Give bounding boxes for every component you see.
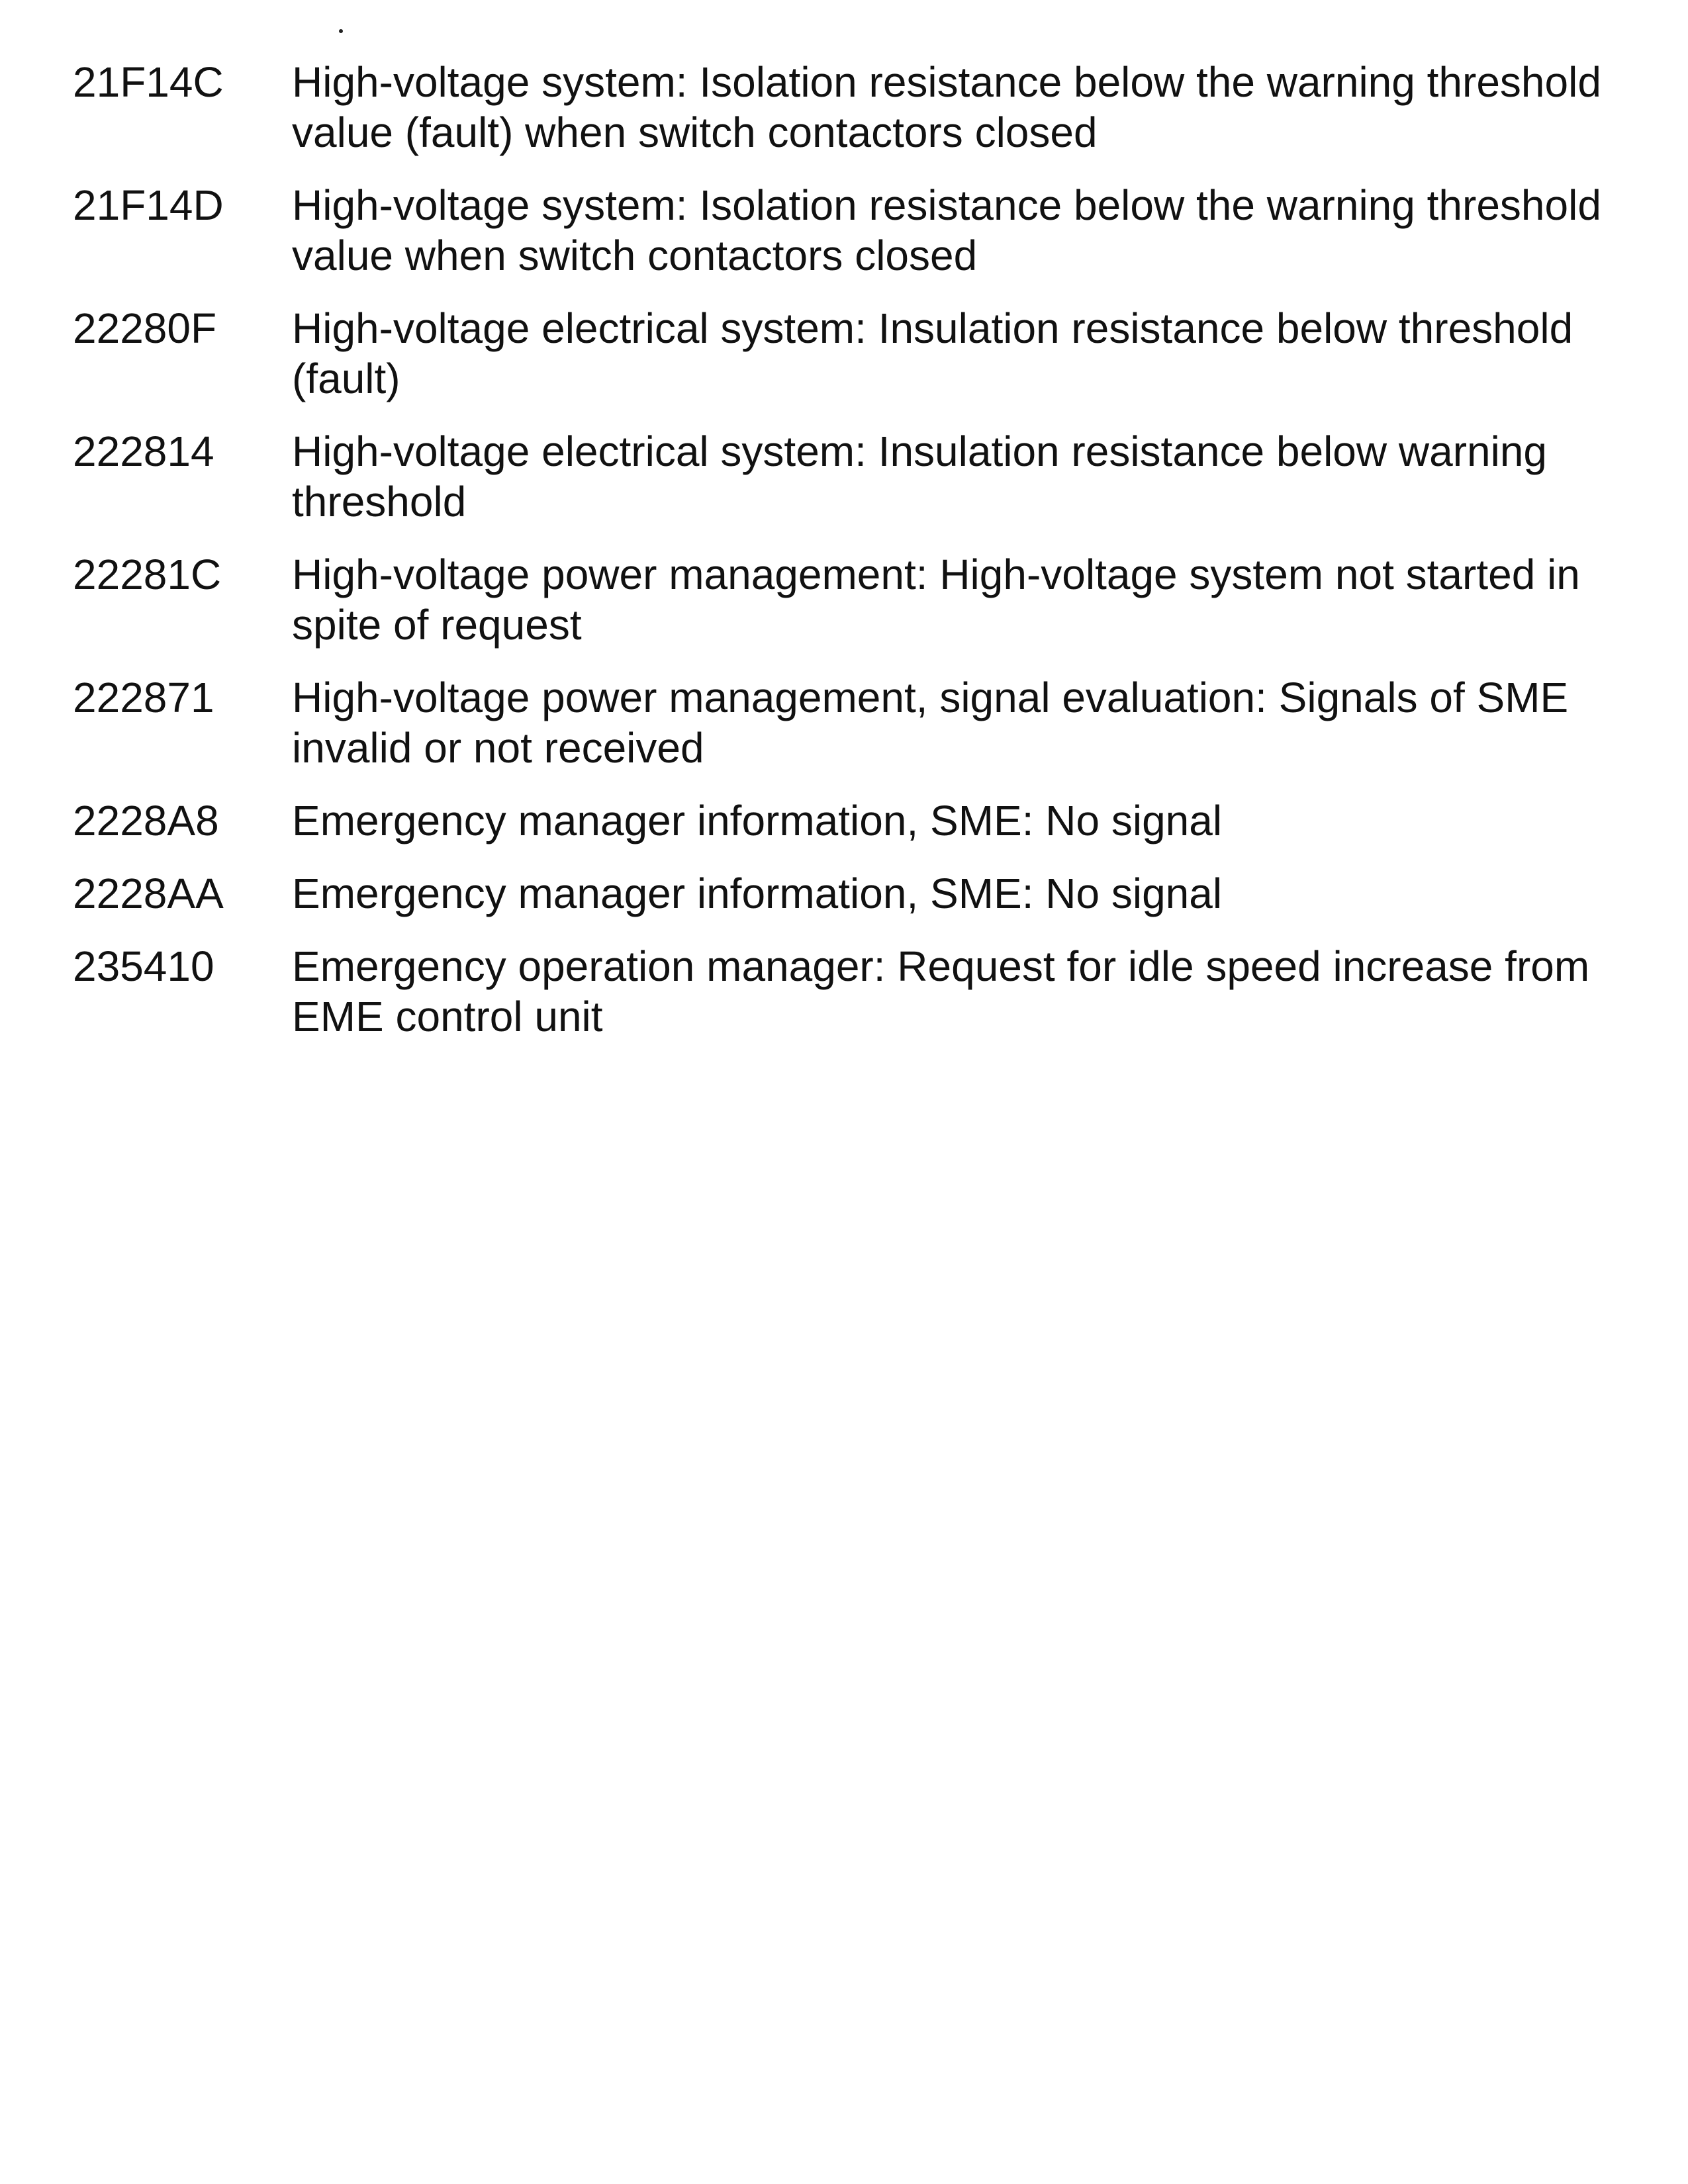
fault-code-row: [73, 941, 1662, 1042]
fault-description: High-voltage system: Isolation resistance below the warning threshold value (fault) when switch contactors closed: [292, 58, 1601, 156]
fault-code-row: [73, 426, 1662, 527]
fault-code-row: [73, 180, 1662, 281]
fault-code-row: [73, 868, 1662, 919]
fault-code-row: [73, 549, 1662, 650]
fault-description: High-voltage system: Isolation resistance below the warning threshold value when switch contactors closed: [292, 181, 1601, 279]
fault-code: 222871: [73, 674, 214, 721]
fault-description: Emergency manager information, SME: No signal: [292, 797, 1223, 844]
fault-code: 2228AA: [73, 870, 224, 917]
stray-dot-mark: [339, 29, 343, 33]
fault-code-row: [73, 303, 1662, 404]
fault-code-row: [73, 672, 1662, 773]
fault-code: 21F14C: [73, 58, 224, 106]
fault-code: 235410: [73, 942, 214, 990]
fault-code-list: [73, 57, 1662, 1064]
fault-code-row: [73, 796, 1662, 846]
fault-code-row: [73, 57, 1662, 158]
fault-description: High-voltage electrical system: Insulation resistance below warning threshold: [292, 428, 1547, 525]
fault-code: 22281C: [73, 551, 222, 598]
fault-description: High-voltage electrical system: Insulation resistance below threshold (fault): [292, 304, 1573, 402]
fault-description: Emergency manager information, SME: No signal: [292, 870, 1223, 917]
fault-description: High-voltage power management, signal evaluation: Signals of SME invalid or not received: [292, 674, 1569, 772]
fault-code: 21F14D: [73, 181, 224, 229]
fault-code: 22280F: [73, 304, 217, 352]
fault-description: Emergency operation manager: Request for idle speed increase from EME control unit: [292, 942, 1590, 1040]
fault-description: High-voltage power management: High-voltage system not started in spite of request: [292, 551, 1580, 649]
fault-code: 2228A8: [73, 797, 219, 844]
fault-code: 222814: [73, 428, 214, 475]
